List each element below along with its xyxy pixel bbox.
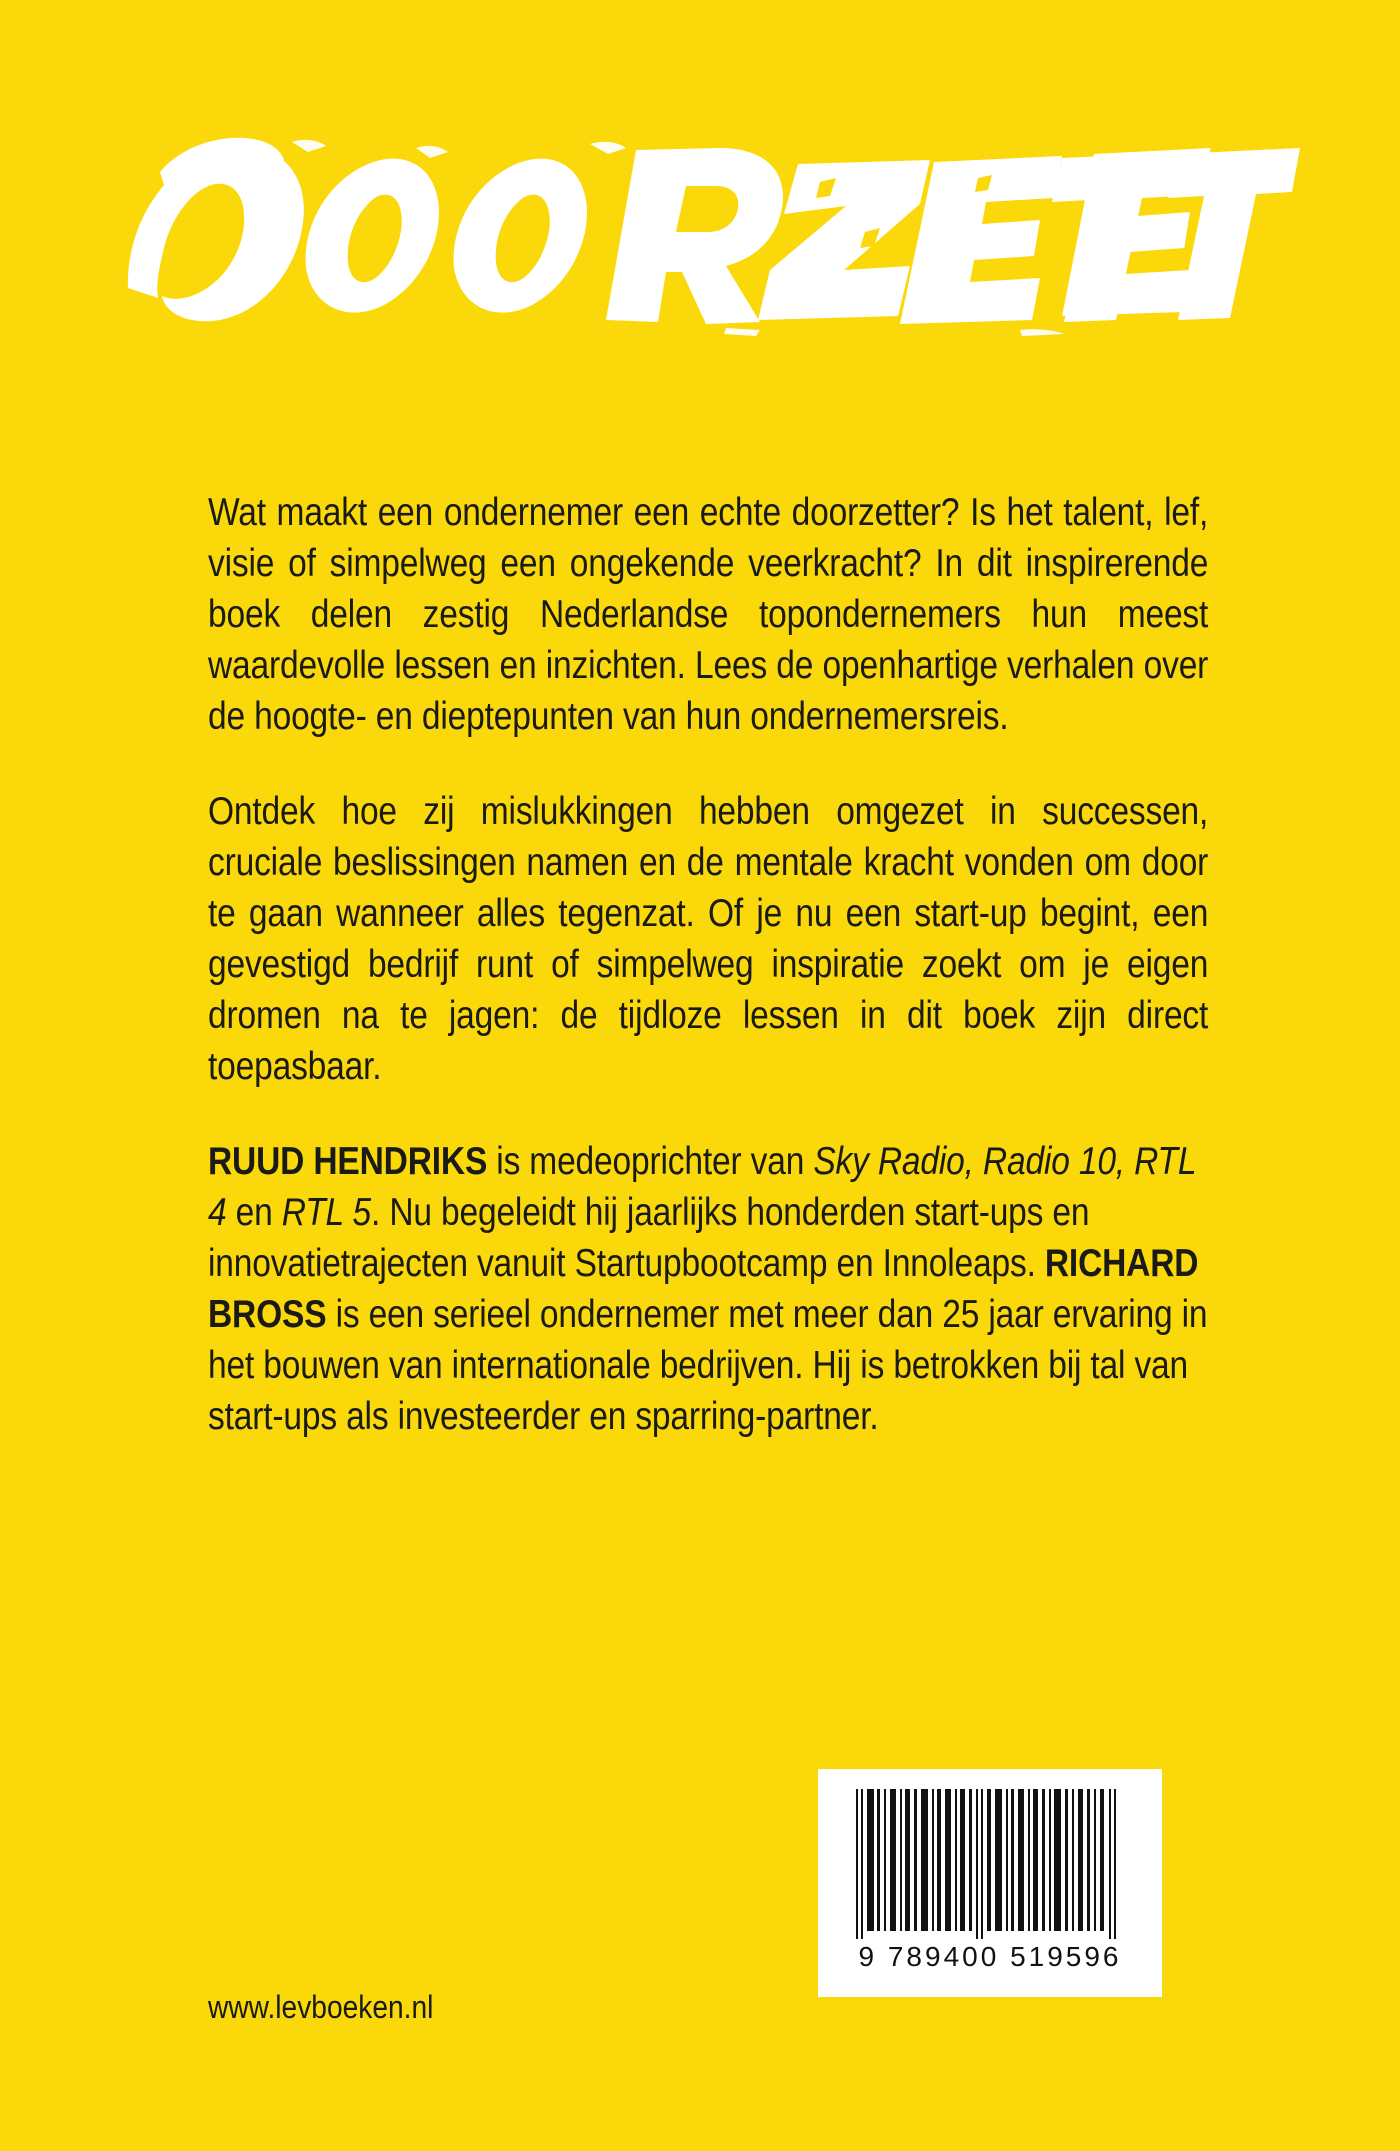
author-1-brand-sky-radio: Sky Radio, Radio 10, [813,1140,1125,1183]
barcode-bars-icon [854,1789,1126,1939]
book-title [120,120,1300,340]
author-1-text-b: en [226,1191,282,1234]
title-brush-lettering [120,120,1300,340]
blurb-paragraph-1: Wat maakt een ondernemer een echte doorzetter? Is het talent, lef, visie of simpelweg een ongekende veerkracht? In dit inspirerende boek delen zestig Nederlandse topondernemers hun meest waardevolle lessen en inzichten. Lees de openhartige verhalen over de hoogte- en dieptepunten van hun ondernemersreis. [208,491,1209,738]
author-2-text: is een serieel ondernemer met meer dan 25 jaar ervaring in het bouwen van internationale bedrijven. Hij is betrokken bij tal van start-ups als investeerder en sparring-partner. [208,1293,1208,1438]
back-cover-copy [208,487,1208,1442]
author-1-text-c: . Nu begeleidt hij jaarlijks honderden start-ups en innovatietrajecten vanuit Startupbootcamp en Innoleaps. [208,1191,1090,1285]
author-bios [208,1136,1208,1442]
publisher-website-url[interactable]: www.levboeken.nl [208,1989,434,2025]
isbn-barcode [818,1769,1162,1997]
author-1-brand-rtl4: RTL 4 [208,1140,1196,1234]
author-1-name: RUUD HENDRIKS [208,1140,488,1183]
blurb-paragraph-2: Ontdek hoe zij mislukkingen hebben omgezet in successen, cruciale beslissingen namen en de mentale kracht vonden om door te gaan wanneer alles tegenzat. Of je nu een start-up begint, een gevestigd bedrijf runt of simpelweg inspiratie zoekt om je eigen dromen na te jagen: de tijdloze lessen in dit boek zijn direct toepasbaar. [208,790,1209,1088]
author-1-text-a: is medeoprichter van [487,1140,814,1183]
barcode-digits: 9 789400 519596 [858,1941,1122,1972]
author-2-name: RICHARD BROSS [208,1242,1199,1336]
author-1-brand-rtl5: RTL 5 [281,1191,372,1234]
